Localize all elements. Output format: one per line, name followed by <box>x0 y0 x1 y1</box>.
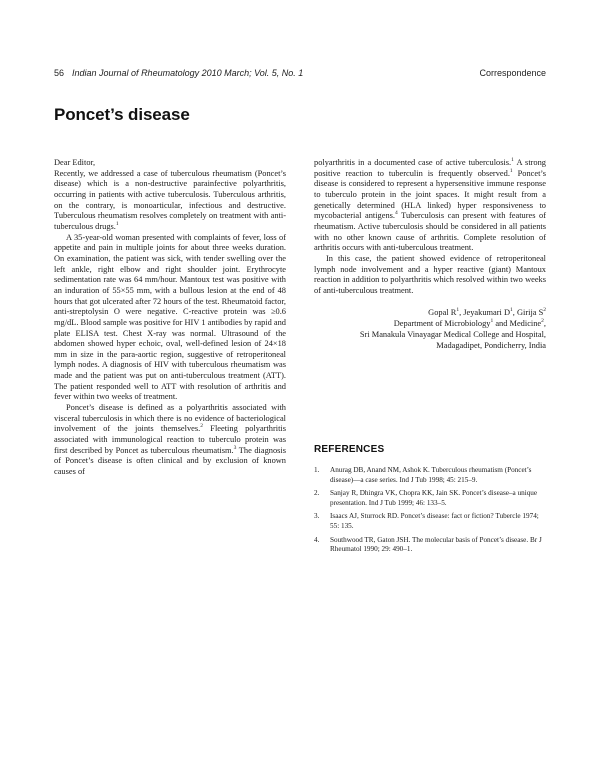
reference-item <box>314 536 546 555</box>
journal-citation: Indian Journal of Rheumatology 2010 March; Vol. 5, No. 1 <box>72 68 304 78</box>
discussion-text-a: Poncet’s disease is defined as a polyarthritis associated with visceral tuberculosis in which there is no evidence of bacteriological involvement of the joints themselves. <box>54 403 286 434</box>
reference-text: Southwood TR, Gaton JSH. The molecular basis of Poncet’s disease. Br J Rheumatol 1990; 29: 490–1. <box>330 535 542 554</box>
affiliation-mark: 1 <box>456 306 460 313</box>
reference-text: Sanjay R, Dhingra VK, Chopra KK, Jain SK. Poncet’s disease–a unique presentation. Ind J Tub 1999; 46: 133–5. <box>330 489 538 507</box>
affiliation-mark: 1 <box>490 317 494 324</box>
article-title: Poncet’s disease <box>54 105 190 124</box>
right-column <box>314 158 546 351</box>
reference-item <box>314 466 546 485</box>
continuation-text-b: A strong positive reaction to tuberculin is frequently observed. <box>314 158 546 178</box>
citation-mark: 1 <box>509 167 513 174</box>
department-text: and Medicine <box>493 318 542 328</box>
paragraph-case: A 35-year-old woman presented with complaints of fever, loss of appetite and pain in multiple joints for about three weeks duration. On examination, the patient was sick, with tender swelling over the left ankle, right elbow and right shoulder joint. Erythrocyte sedimentation rate was 64 mm/hour. Mantoux test was positive with an induration of 55×55 mm, with a bullous lesion at the end of 48 hours that got ulcerated after 72 hours of the test. Rheumatoid factor, anti-streptolysin O were negative. C-reactive protein was ≥0.6 mg/dL. Blood sample was positive for HIV 1 antibodies by rapid and plate ELISA test. Chest X-ray was normal. Ultrasound of the abdomen showed hyper echoic, oval, well-defined lesion of 24×18 mm in size in the para-aortic region, suggestive of retroperitoneal lymph nodes. A diagnosis of HIV with tuberculous rheumatism was made and the patient was put on anti-tuberculous treatment (ATT). The patient responded well to ATT with resolution of arthritis and fever within two weeks of treatment. <box>54 232 286 402</box>
affiliation-mark: 2 <box>543 306 546 313</box>
discussion-text-b: Fleeting polyarthritis associated with immunological reaction to tuberculo protein was first described by Poncet as tuberculous rheumatism. <box>54 424 287 455</box>
reference-text: Anurag DB, Anand NM, Ashok K. Tuberculous rheumatism (Poncet’s disease)—a case series. Ind J Tub 1998; 45: 215–9. <box>330 466 532 484</box>
department-line: Department of Microbiology$^1$ and Medicine$^2$, <box>393 317 546 328</box>
citation-mark: 1 <box>511 157 514 164</box>
reference-item <box>314 512 546 531</box>
department-text: Department of Microbiology <box>393 318 491 328</box>
citation-mark: 1 <box>115 221 119 228</box>
author-name: Gopal R <box>428 307 457 317</box>
citation-mark: 4 <box>394 210 398 217</box>
citation-mark: 3 <box>233 444 237 451</box>
continuation-text-a: polyarthritis in a documented case of active tuberculosis. <box>314 158 512 167</box>
header-left <box>54 68 303 78</box>
citation-mark: 2 <box>200 423 203 430</box>
institution-line: Sri Manakula Vinayagar Medical College and Hospital, <box>359 329 546 339</box>
paragraph-continuation <box>314 158 546 254</box>
signature-block <box>314 307 546 351</box>
section-label: Correspondence <box>479 68 546 78</box>
reference-item <box>314 489 546 508</box>
author-line: Gopal $R^1$, Jeyakumari $D^1$, Girija $S^2$ <box>428 306 546 317</box>
page-number: 56 <box>54 68 65 78</box>
discussion-text-c: The diagnosis of Poncet’s disease is often clinical and by exclusion of known causes of <box>54 445 286 477</box>
left-column <box>54 158 286 478</box>
continuation-text-c: Poncet’s disease is considered to represent a hypersensitive immune response to tuberculo protein in the joint spaces. It might result from a genetically determined (HLA linked) hyper responsiveness to mycobacterial antigens. <box>314 168 546 221</box>
reference-number: 3. <box>314 512 320 521</box>
paragraph-discussion <box>54 403 286 478</box>
reference-number: 2. <box>314 489 320 498</box>
author-name: Jeyakumari D <box>463 307 511 317</box>
location-line: Madagadipet, Pondicherry, India <box>436 340 546 350</box>
reference-text: Isaacs AJ, Sturrock RD. Poncet’s disease: fact or fiction? Tubercle 1974; 55: 135. <box>330 512 539 530</box>
paragraph-intro-text: Recently, we addressed a case of tuberculous rheumatism (Poncet’s disease) which is a non-destructive parainfective polyarthritis, occurring in patients with active tuberculosis. Tuberculous arthritis, on the contrary, is monoarticular, infectious and destructive. Tuberculous rheumatism resolves completely on treatment with anti-tuberculous drugs. <box>54 168 286 231</box>
references-heading: REFERENCES <box>314 444 385 455</box>
affiliation-mark: 2 <box>541 317 544 324</box>
paragraph-intro <box>54 169 286 233</box>
paragraph-conclusion: In this case, the patient showed evidence of retroperitoneal lymph node involvement and a hyper reactive (giant) Mantoux reaction in addition to polyarthritis which resolved within two weeks of anti-tuberculous treatment. <box>314 253 546 295</box>
reference-number: 1. <box>314 466 320 474</box>
reference-number: 4. <box>314 535 320 544</box>
reference-list <box>314 466 546 559</box>
salutation: Dear Editor, <box>54 158 96 167</box>
continuation-text-d: Tuberculosis can present with features of rheumatism. Active tuberculosis should be considered in all patients with no other known cause of arthritis. Complete resolution of arthritis occurs with anti-tuberculous treatment. <box>314 211 546 253</box>
author-name: Girija S <box>516 307 544 317</box>
affiliation-mark: 1 <box>510 306 513 313</box>
